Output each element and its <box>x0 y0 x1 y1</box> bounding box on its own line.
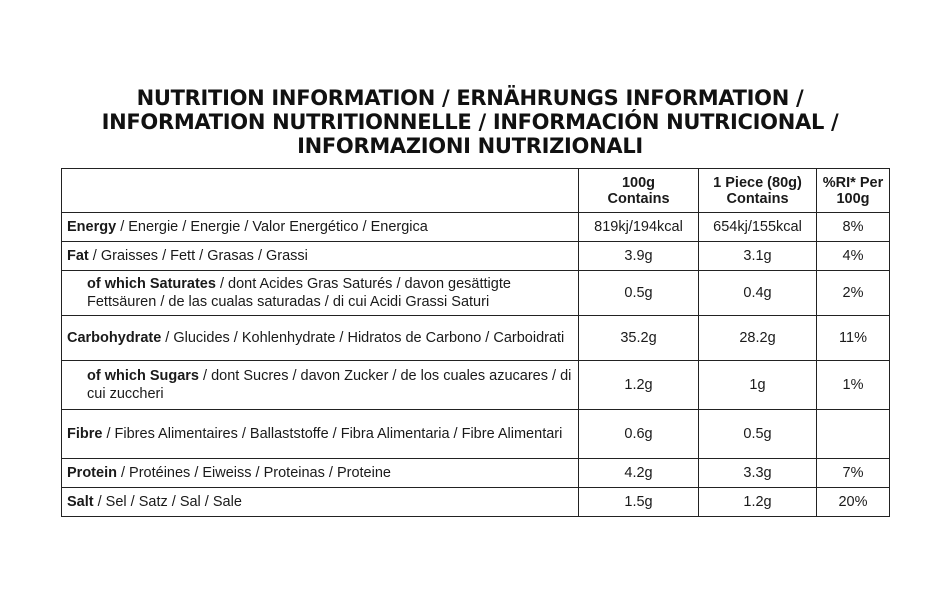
table-row-fat <box>62 242 890 271</box>
table-row-protein <box>62 459 890 488</box>
value-per-100g: 819kj/194kcal <box>579 213 699 242</box>
table-row-fibre <box>62 410 890 459</box>
value-per-piece: 0.5g <box>699 410 817 459</box>
table-row-saturates <box>62 271 890 316</box>
value-per-piece: 1.2g <box>699 488 817 517</box>
header-per-100g: 100g Contains <box>579 169 699 213</box>
page-title <box>0 86 940 158</box>
nutrient-name: of which Sugars / dont Sucres / davon Zucker / de los cuales azucares / di cui zuccheri <box>62 361 579 410</box>
value-per-piece: 3.1g <box>699 242 817 271</box>
value-ri-percent <box>817 410 890 459</box>
header-per-piece: 1 Piece (80g) Contains <box>699 169 817 213</box>
nutrient-name: Energy / Energie / Energie / Valor Energético / Energica <box>62 213 579 242</box>
value-per-100g: 0.6g <box>579 410 699 459</box>
nutrient-name: Salt / Sel / Satz / Sal / Sale <box>62 488 579 517</box>
value-ri-percent: 4% <box>817 242 890 271</box>
value-per-piece: 28.2g <box>699 316 817 361</box>
value-ri-percent: 8% <box>817 213 890 242</box>
nutrient-name: Fibre / Fibres Alimentaires / Ballaststoffe / Fibra Alimentaria / Fibre Alimentari <box>62 410 579 459</box>
value-per-piece: 3.3g <box>699 459 817 488</box>
value-per-100g: 35.2g <box>579 316 699 361</box>
table-row-salt <box>62 488 890 517</box>
value-per-100g: 0.5g <box>579 271 699 316</box>
title-line-2: INFORMATION NUTRITIONNELLE / INFORMACIÓN NUTRICIONAL / <box>101 110 839 134</box>
table-row-energy <box>62 213 890 242</box>
value-ri-percent: 7% <box>817 459 890 488</box>
value-ri-percent: 2% <box>817 271 890 316</box>
value-per-piece: 654kj/155kcal <box>699 213 817 242</box>
header-ri-percent: %RI* Per 100g <box>817 169 890 213</box>
value-per-piece: 1g <box>699 361 817 410</box>
nutrient-name: Protein / Protéines / Eiweiss / Proteinas / Proteine <box>62 459 579 488</box>
value-per-100g: 1.5g <box>579 488 699 517</box>
value-per-100g: 1.2g <box>579 361 699 410</box>
nutrient-name: Fat / Graisses / Fett / Grasas / Grassi <box>62 242 579 271</box>
nutrient-name: Carbohydrate / Glucides / Kohlenhydrate / Hidratos de Carbono / Carboidrati <box>62 316 579 361</box>
nutrient-name: of which Saturates / dont Acides Gras Saturés / davon gesättigte Fettsäuren / de las cualas saturadas / di cui Acidi Grassi Saturi <box>62 271 579 316</box>
table-header-row <box>62 169 890 213</box>
title-line-3: INFORMAZIONI NUTRIZIONALI <box>297 134 643 158</box>
value-per-100g: 4.2g <box>579 459 699 488</box>
value-ri-percent: 11% <box>817 316 890 361</box>
title-line-1: NUTRITION INFORMATION / ERNÄHRUNGS INFORMATION / <box>136 86 804 110</box>
value-ri-percent: 20% <box>817 488 890 517</box>
value-per-100g: 3.9g <box>579 242 699 271</box>
value-ri-percent: 1% <box>817 361 890 410</box>
header-blank-cell <box>62 169 579 213</box>
table-row-carbohydrate <box>62 316 890 361</box>
value-per-piece: 0.4g <box>699 271 817 316</box>
table-row-sugars <box>62 361 890 410</box>
nutrition-table <box>61 168 890 517</box>
